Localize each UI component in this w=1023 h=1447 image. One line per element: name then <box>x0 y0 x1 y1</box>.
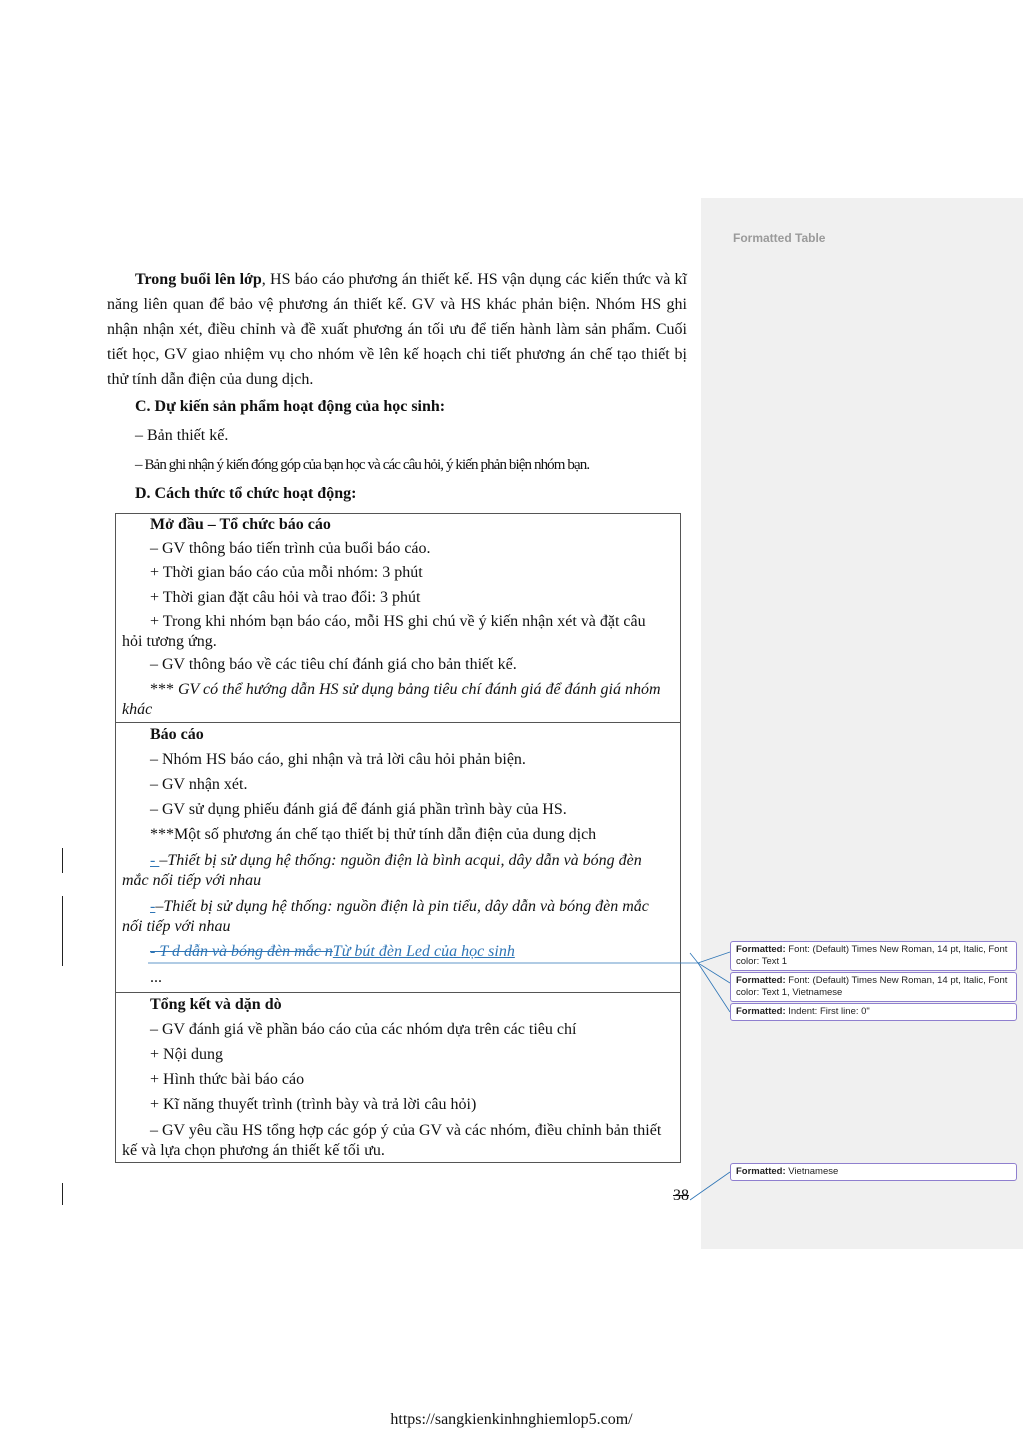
connector-line <box>698 963 730 1012</box>
option1-marker: - <box>150 852 160 869</box>
connector-line <box>148 952 730 963</box>
intro-lead: Trong buổi lên lớp <box>135 271 262 288</box>
formatting-balloon[interactable] <box>730 1163 1017 1181</box>
connector-line <box>690 1172 730 1200</box>
option2-marker: - <box>150 898 156 915</box>
formatting-balloon[interactable] <box>730 1003 1017 1021</box>
balloon-label: Formatted: <box>736 1006 786 1017</box>
row1-line: + Thời gian báo cáo của mỗi nhóm: 3 phút <box>150 564 423 581</box>
row1-line: – GV thông báo tiến trình của buổi báo cáo. <box>150 540 431 557</box>
row1-line: + Trong khi nhóm bạn báo cáo, mỗi HS ghi chú về ý kiến nhận xét và đặt câu hỏi tương ứng. <box>122 613 646 650</box>
section-c-item-2: – Bản ghi nhận ý kiến đóng góp của bạn học và các câu hỏi, ý kiến phản biện nhóm bạn. <box>135 457 590 473</box>
row3-line: – GV đánh giá về phần báo cáo của các nhóm dựa trên các tiêu chí <box>150 1021 577 1038</box>
intro-text: , HS báo cáo phương án thiết kế. HS vận dụng các kiến thức và kĩ năng liên quan để bảo vệ phương án thiết kế. GV và HS khác phản biện. Nhóm HS ghi nhận nhận xét, điều chỉnh và đề xuất phương án tối ưu để tiến hành làm sản phẩm. Cuối tiết học, GV giao nhiệm vụ cho nhóm về lên kế hoạch chi tiết phương án chế tạo thiết bị thử tính dẫn điện của dung dịch. <box>107 271 688 388</box>
row3-title: Tổng kết và dặn dò <box>150 996 282 1013</box>
balloon-text: Font: (Default) Times New Roman, 14 pt, Italic, Font color: Text 1 <box>736 944 1008 967</box>
row3-line: + Kĩ năng thuyết trình (trình bày và trả lời câu hỏi) <box>150 1096 477 1113</box>
option2-text: –Thiết bị sử dụng hệ thống: nguồn điện là pin tiểu, dây dẫn và bóng đèn mắc nối tiếp với nhau <box>122 898 649 935</box>
row2-line: ***Một số phương án chế tạo thiết bị thử tính dẫn điện của dung dịch <box>150 826 597 843</box>
footer-url[interactable]: https://sangkienkinhnghiemlop5.com/ <box>390 1411 633 1428</box>
row1-title: Mở đầu – Tổ chức báo cáo <box>150 516 331 533</box>
row2-line: – GV nhận xét. <box>150 776 248 793</box>
balloon-label: Formatted: <box>736 944 786 955</box>
row1-note-text: GV có thể hướng dẫn HS sử dụng bảng tiêu chí đánh giá để đánh giá nhóm khác <box>122 681 661 718</box>
row1-note-prefix: *** <box>150 681 178 698</box>
row1-line: + Thời gian đặt câu hỏi và trao đổi: 3 phút <box>150 589 421 606</box>
section-c-item-1: – Bản thiết kế. <box>135 427 229 444</box>
row3-line: + Nội dung <box>150 1046 224 1063</box>
section-c-heading: C. Dự kiến sản phẩm hoạt động của học sinh: <box>135 398 446 415</box>
row3-line: – GV yêu cầu HS tổng hợp các góp ý của GV và các nhóm, điều chỉnh bản thiết kế và lựa chọn phương án thiết kế tối ưu. <box>122 1122 662 1159</box>
option1-text: –Thiết bị sử dụng hệ thống: nguồn điện là bình acqui, dây dẫn và bóng đèn mắc nối tiếp với nhau <box>122 852 642 889</box>
balloon-text: Indent: First line: 0" <box>785 1006 870 1017</box>
option3-inserted: Từ bút đèn Led của học sinh <box>332 943 515 960</box>
section-d-heading: D. Cách thức tổ chức hoạt động: <box>135 485 357 502</box>
row2-line: – Nhóm HS báo cáo, ghi nhận và trả lời câu hỏi phản biện. <box>150 751 526 768</box>
markup-pane-title: Formatted Table <box>733 231 826 245</box>
option3-deleted: - T d dẫn và bóng đèn mắc n <box>150 943 333 960</box>
row2-line: – GV sử dụng phiếu đánh giá để đánh giá phần trình bày của HS. <box>150 801 567 818</box>
formatting-balloon[interactable] <box>730 941 1017 971</box>
balloon-label: Formatted: <box>736 975 786 986</box>
page-number: 38 <box>673 1187 689 1204</box>
row2-title: Báo cáo <box>150 726 204 743</box>
balloon-text: Font: (Default) Times New Roman, 14 pt, Italic, Font color: Text 1, Vietnamese <box>736 975 1008 998</box>
connector-line <box>690 953 730 983</box>
formatting-balloon[interactable] <box>730 972 1017 1002</box>
row3-line: + Hình thức bài báo cáo <box>150 1071 305 1088</box>
row1-line: – GV thông báo về các tiêu chí đánh giá cho bản thiết kế. <box>150 656 517 673</box>
row2-ellipsis: ... <box>150 969 162 986</box>
balloon-label: Formatted: <box>736 1166 786 1177</box>
balloon-text: Vietnamese <box>785 1166 839 1177</box>
